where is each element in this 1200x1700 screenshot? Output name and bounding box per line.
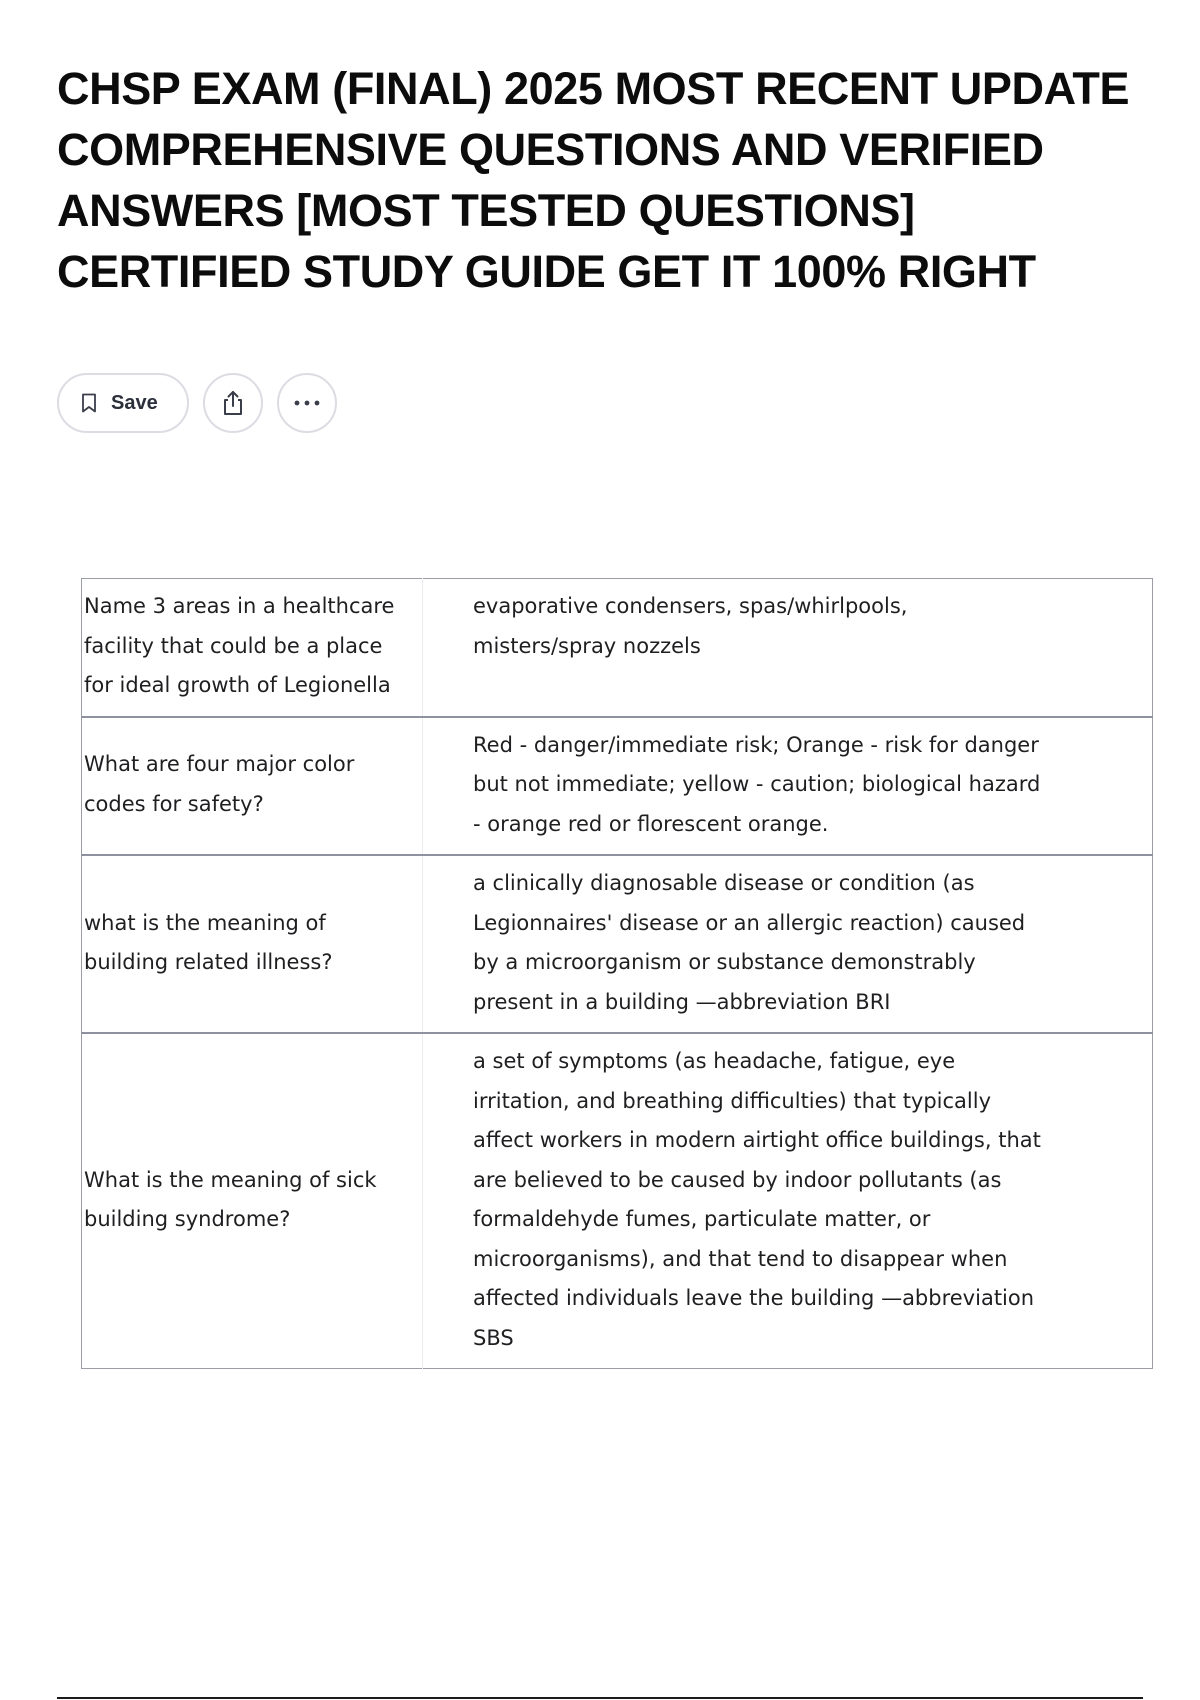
table-row (82, 717, 1153, 856)
action-bar (57, 373, 337, 433)
table-row (82, 855, 1153, 1033)
share-icon (220, 389, 246, 417)
table-row (82, 579, 1153, 717)
page-title: CHSP EXAM (FINAL) 2025 MOST RECENT UPDATE COMPREHENSIVE QUESTIONS AND VERIFIED ANSWERS [MOST TESTED QUESTIONS] CERTIFIED STUDY GUIDE GET IT 100% RIGHT (57, 63, 1130, 297)
term-cell: Name 3 areas in a healthcare facility that could be a place for ideal growth of Legionella (82, 579, 423, 717)
bookmark-icon (81, 393, 97, 413)
more-icon (293, 399, 321, 407)
table-row (82, 1033, 1153, 1369)
share-button[interactable] (203, 373, 263, 433)
definition-cell: a set of symptoms (as headache, fatigue, eye irritation, and breathing difficulties) that typically affect workers in modern airtight office buildings, that are believed to be caused by indoor pollutants (as formaldehyde fumes, particulate matter, or microorganisms), and that tend to disappear when affected individuals leave the building —abbreviation SBS (473, 1049, 1041, 1350)
more-options-button[interactable] (277, 373, 337, 433)
definition-cell: Red - danger/immediate risk; Orange - risk for danger but not immediate; yellow - caution; biological hazard - orange red or florescent orange. (473, 732, 1041, 836)
save-button[interactable] (57, 373, 189, 433)
page-divider (57, 1697, 1143, 1699)
definition-cell: a clinically diagnosable disease or condition (as Legionnaires' disease or an allergic reaction) caused by a microorganism or substance demonstrably present in a building —abbreviation BRI (473, 871, 1026, 1014)
save-label: Save (111, 391, 158, 414)
term-cell: What is the meaning of sick building syndrome? (82, 1033, 423, 1369)
term-cell: what is the meaning of building related illness? (82, 855, 423, 1033)
definition-cell: evaporative condensers, spas/whirlpools, misters/spray nozzels (473, 594, 908, 658)
term-cell: What are four major color codes for safety? (82, 717, 423, 856)
flashcard-table (81, 578, 1153, 1369)
